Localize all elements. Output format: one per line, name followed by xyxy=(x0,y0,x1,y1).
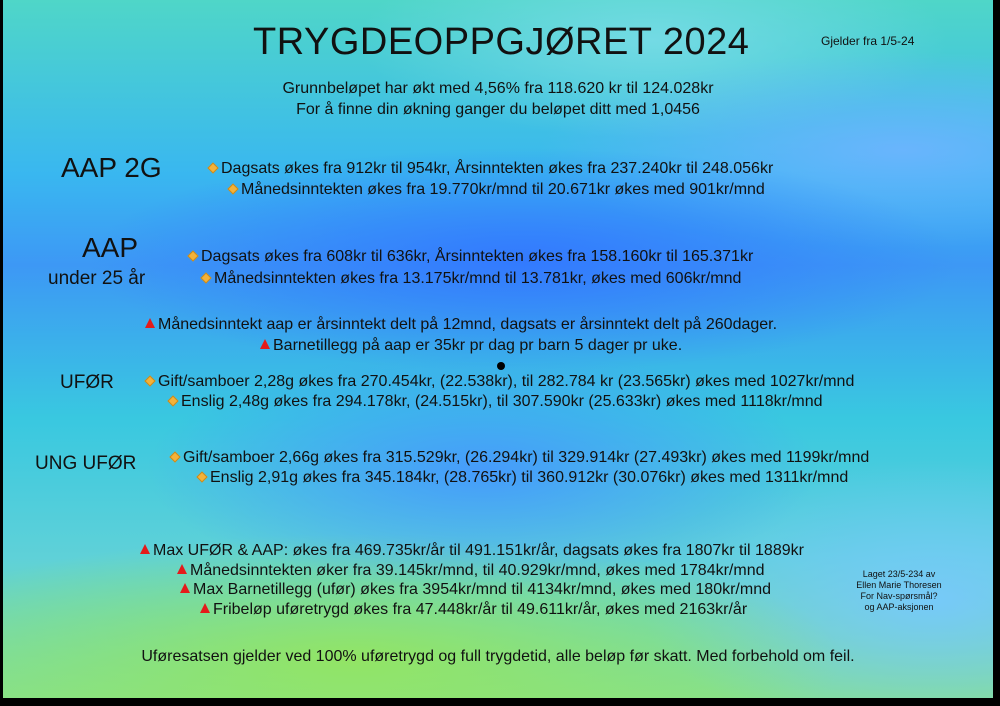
max-line: Månedsinntekten øker fra 39.145kr/mnd, til 40.929kr/mnd, økes med 1784kr/mnd xyxy=(177,562,765,580)
credit-line: Ellen Marie Thoresen xyxy=(856,580,942,590)
warning-triangle-icon xyxy=(180,583,190,593)
warning-triangle-icon xyxy=(145,318,155,328)
aap-under25-line: Månedsinntekten økes fra 13.175kr/mnd til 13.781kr, økes med 606kr/mnd xyxy=(200,270,741,288)
aap2g-line: Månedsinntekten økes fra 19.770kr/mnd til 20.671kr økes med 901kr/mnd xyxy=(227,181,765,199)
diamond-bullet-icon xyxy=(207,162,218,173)
warning-triangle-icon xyxy=(260,339,270,349)
aap-under25-heading: AAP xyxy=(82,232,139,263)
diamond-bullet-icon xyxy=(169,451,180,462)
credit-block xyxy=(829,569,969,613)
diamond-bullet-icon xyxy=(200,272,211,283)
diamond-bullet-icon xyxy=(187,250,198,261)
diamond-bullet-icon xyxy=(167,395,178,406)
warning-triangle-icon xyxy=(140,544,150,554)
warning-triangle-icon xyxy=(200,603,210,613)
aap-under25-subheading: under 25 år xyxy=(48,268,146,289)
note-line: Barnetillegg på aap er 35kr pr dag pr barn 5 dager pr uke. xyxy=(260,337,682,355)
dot-marker xyxy=(497,362,505,370)
credit-line: Laget 23/5-234 av xyxy=(862,569,936,579)
intro-line: For å finne din økning ganger du beløpet ditt med 1,0456 xyxy=(296,101,700,118)
diamond-bullet-icon xyxy=(227,183,238,194)
ung-ufor-heading: UNG UFØR xyxy=(35,453,137,474)
footer-note: Uføresatsen gjelder ved 100% uføretrygd og full trygdetid, alle beløp før skatt. Med forbehold om feil. xyxy=(141,648,855,665)
poster xyxy=(3,0,993,698)
aap2g-heading: AAP 2G xyxy=(61,152,162,183)
credit-line: For Nav-spørsmål? xyxy=(860,591,938,601)
max-line: Max Barnetillegg (ufør) økes fra 3954kr/mnd til 4134kr/mnd, økes med 180kr/mnd xyxy=(180,581,771,599)
max-line: Fribeløp uføretrygd økes fra 47.448kr/år til 49.611kr/år, økes med 2163kr/år xyxy=(200,601,747,619)
credit-line: og AAP-aksjonen xyxy=(864,602,934,612)
intro-line: Grunnbeløpet har økt med 4,56% fra 118.620 kr til 124.028kr xyxy=(282,80,714,97)
diamond-bullet-icon xyxy=(196,471,207,482)
page-title: TRYGDEOPPGJØRET 2024 xyxy=(253,21,750,63)
warning-triangle-icon xyxy=(177,564,187,574)
ung-ufor-line: Gift/samboer 2,66g økes fra 315.529kr, (26.294kr) til 329.914kr (27.493kr) økes med 1199kr/mnd xyxy=(169,449,869,467)
aap2g-line: Dagsats økes fra 912kr til 954kr, Årsinntekten økes fra 237.240kr til 248.056kr xyxy=(207,160,773,178)
effective-date: Gjelder fra 1/5-24 xyxy=(821,34,915,48)
ung-ufor-line: Enslig 2,91g økes fra 345.184kr, (28.765kr) til 360.912kr (30.076kr) økes med 1311kr/mnd xyxy=(196,469,848,487)
ufor-line: Gift/samboer 2,28g økes fra 270.454kr, (22.538kr), til 282.784 kr (23.565kr) økes med 1027kr/mnd xyxy=(144,373,854,391)
aap-under25-line: Dagsats økes fra 608kr til 636kr, Årsinntekten økes fra 158.160kr til 165.371kr xyxy=(187,248,753,266)
note-line: Månedsinntekt aap er årsinntekt delt på 12mnd, dagsats er årsinntekt delt på 260dager. xyxy=(145,316,777,334)
ufor-line: Enslig 2,48g økes fra 294.178kr, (24.515kr), til 307.590kr (25.633kr) økes med 1118kr/mnd xyxy=(167,393,823,411)
ufor-heading: UFØR xyxy=(60,372,114,393)
diamond-bullet-icon xyxy=(144,375,155,386)
max-line: Max UFØR & AAP: økes fra 469.735kr/år til 491.151kr/år, dagsats økes fra 1807kr til 1889kr xyxy=(140,542,804,560)
